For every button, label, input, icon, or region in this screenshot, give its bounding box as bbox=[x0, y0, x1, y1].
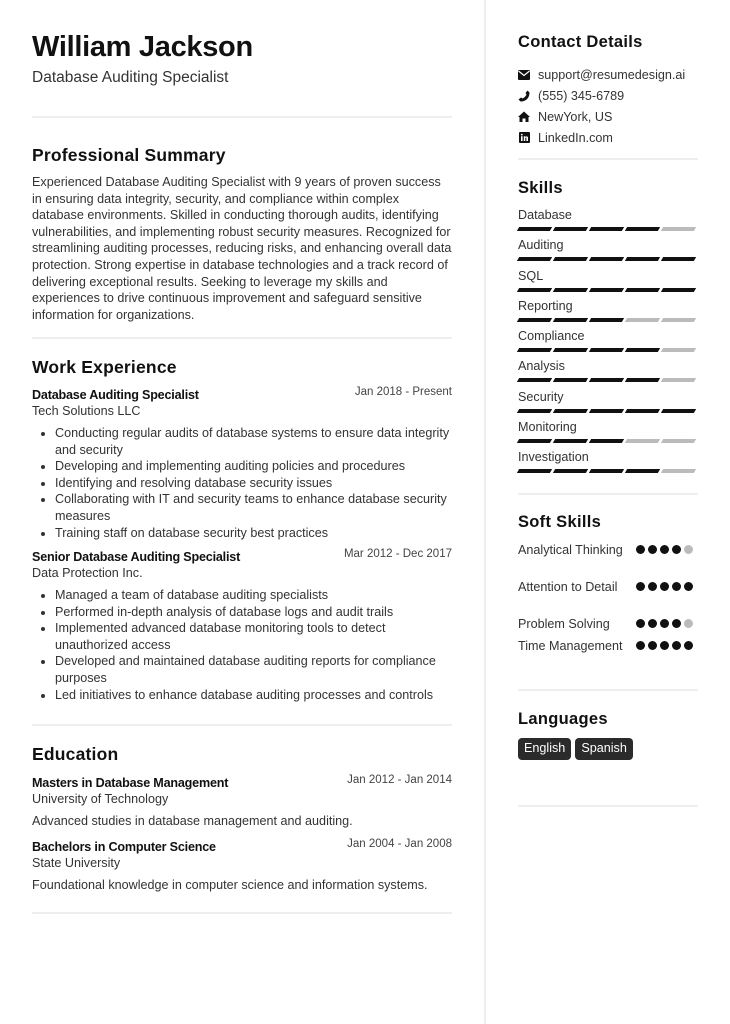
rating-segment-filled bbox=[517, 288, 552, 292]
rating-segment-filled bbox=[553, 409, 588, 413]
skills-list bbox=[518, 207, 698, 480]
summary-text: Experienced Database Auditing Specialist with 9 years of proven success in ensuring data integrity, security, and compliance within complex database environments. Skilled in conducting thorough audits, identifying vulnerabilities, and implementing robust security measures. Recognized for streamlining auditing processes, reducing risks, and enhancing overall data protection. Strong expertise in database technologies and a track record of delivering exceptional results. Seeking to leverage my skills and experiences to drive continuous improvement and safeguard sensitive information for organizations. bbox=[32, 175, 452, 322]
rating-segment-filled bbox=[589, 227, 624, 231]
soft-skill-name: Time Management bbox=[518, 639, 623, 653]
rating-dot-filled bbox=[684, 641, 693, 650]
skill-row bbox=[518, 449, 698, 479]
soft-skill-row bbox=[518, 579, 698, 616]
degree: Masters in Database Management bbox=[32, 776, 229, 790]
rating-segment-filled bbox=[517, 409, 552, 413]
skill-name: Reporting bbox=[518, 298, 573, 313]
contact-list bbox=[518, 64, 698, 148]
skill-name: Compliance bbox=[518, 329, 585, 344]
job-bullet: Managed a team of database auditing specialists bbox=[32, 587, 452, 604]
skill-name: Analysis bbox=[518, 359, 565, 374]
job-dates: Jan 2018 - Present bbox=[354, 386, 452, 398]
rating-dot-filled bbox=[648, 641, 657, 650]
education-description: Advanced studies in database management and auditing. bbox=[32, 814, 353, 828]
rating-dot-filled bbox=[672, 582, 681, 591]
divider bbox=[518, 805, 698, 807]
soft-skill-rating-dots bbox=[636, 542, 698, 579]
soft-skill-rating-dots bbox=[636, 579, 698, 616]
rating-segment-empty bbox=[625, 318, 660, 322]
rating-segment-filled bbox=[625, 469, 660, 473]
envelope-icon bbox=[518, 69, 530, 81]
skill-name: Investigation bbox=[518, 450, 589, 465]
contact-email bbox=[518, 64, 698, 85]
education-dates: Jan 2004 - Jan 2008 bbox=[347, 838, 452, 850]
skill-rating-bar bbox=[518, 288, 698, 292]
divider bbox=[518, 158, 698, 160]
rating-segment-filled bbox=[661, 288, 696, 292]
language-badge: Spanish bbox=[575, 738, 633, 760]
rating-dot-filled bbox=[672, 641, 681, 650]
contact-location-text: NewYork, US bbox=[538, 109, 613, 124]
skill-row bbox=[518, 298, 698, 328]
contact-linkedin-text[interactable]: LinkedIn.com bbox=[538, 130, 613, 145]
skill-row bbox=[518, 237, 698, 267]
rating-segment-filled bbox=[589, 469, 624, 473]
divider bbox=[518, 493, 698, 495]
contact-email-text[interactable]: support@resumedesign.ai bbox=[538, 67, 686, 82]
rating-segment-filled bbox=[517, 348, 552, 352]
rating-segment-filled bbox=[589, 257, 624, 261]
job-company: Data Protection Inc. bbox=[32, 566, 143, 580]
skill-rating-bar bbox=[518, 318, 698, 322]
rating-dot-filled bbox=[672, 619, 681, 628]
education-dates: Jan 2012 - Jan 2014 bbox=[347, 774, 452, 786]
rating-segment-empty bbox=[661, 469, 696, 473]
rating-segment-empty bbox=[661, 348, 696, 352]
rating-segment-filled bbox=[589, 348, 624, 352]
education-entry bbox=[32, 774, 452, 829]
skill-row bbox=[518, 207, 698, 237]
soft-skill-name: Analytical Thinking bbox=[518, 543, 623, 557]
rating-segment-filled bbox=[553, 257, 588, 261]
divider bbox=[32, 912, 452, 914]
skill-row bbox=[518, 389, 698, 419]
rating-dot-filled bbox=[648, 545, 657, 554]
rating-segment-filled bbox=[517, 469, 552, 473]
skill-rating-bar bbox=[518, 439, 698, 443]
rating-segment-filled bbox=[661, 257, 696, 261]
rating-segment-filled bbox=[517, 439, 552, 443]
job-role: Database Auditing Specialist bbox=[32, 388, 199, 402]
section-title-soft-skills: Soft Skills bbox=[518, 513, 602, 531]
job-bullet: Performed in-depth analysis of database logs and audit trails bbox=[32, 604, 452, 621]
rating-segment-filled bbox=[553, 378, 588, 382]
skill-rating-bar bbox=[518, 378, 698, 382]
rating-segment-filled bbox=[517, 257, 552, 261]
job-dates: Mar 2012 - Dec 2017 bbox=[343, 548, 452, 560]
rating-dot-empty bbox=[684, 619, 693, 628]
skill-row bbox=[518, 328, 698, 358]
job-bullets bbox=[32, 587, 452, 703]
rating-segment-filled bbox=[517, 378, 552, 382]
rating-segment-empty bbox=[661, 439, 696, 443]
job-bullet: Developing and implementing auditing policies and procedures bbox=[32, 458, 452, 475]
divider bbox=[32, 116, 452, 118]
rating-segment-filled bbox=[553, 288, 588, 292]
job-company: Tech Solutions LLC bbox=[32, 404, 141, 418]
rating-dot-filled bbox=[636, 582, 645, 591]
rating-segment-filled bbox=[661, 409, 696, 413]
contact-location bbox=[518, 106, 698, 127]
skill-name: SQL bbox=[518, 268, 544, 283]
skill-row bbox=[518, 268, 698, 298]
home-icon bbox=[518, 111, 530, 123]
job-bullet: Led initiatives to enhance database auditing processes and controls bbox=[32, 687, 452, 704]
rating-dot-filled bbox=[648, 582, 657, 591]
rating-dot-filled bbox=[648, 619, 657, 628]
rating-segment-filled bbox=[553, 439, 588, 443]
rating-dot-filled bbox=[636, 619, 645, 628]
soft-skill-name: Problem Solving bbox=[518, 617, 610, 631]
rating-segment-filled bbox=[589, 378, 624, 382]
divider bbox=[32, 724, 452, 726]
rating-segment-filled bbox=[625, 348, 660, 352]
rating-dot-filled bbox=[660, 641, 669, 650]
rating-dot-filled bbox=[636, 545, 645, 554]
section-title-experience: Work Experience bbox=[32, 357, 177, 377]
job-bullet: Training staff on database security best practices bbox=[32, 525, 452, 542]
rating-dot-filled bbox=[660, 545, 669, 554]
education-description: Foundational knowledge in computer science and information systems. bbox=[32, 878, 428, 892]
skill-rating-bar bbox=[518, 409, 698, 413]
school: State University bbox=[32, 856, 121, 870]
skill-name: Auditing bbox=[518, 238, 564, 253]
section-title-summary: Professional Summary bbox=[32, 145, 226, 165]
rating-segment-filled bbox=[625, 257, 660, 261]
job-entry bbox=[32, 548, 452, 703]
rating-segment-filled bbox=[589, 439, 624, 443]
section-title-languages: Languages bbox=[518, 710, 608, 728]
rating-dot-filled bbox=[672, 545, 681, 554]
rating-segment-filled bbox=[553, 227, 588, 231]
soft-skill-row bbox=[518, 616, 698, 638]
job-bullet: Identifying and resolving database security issues bbox=[32, 475, 452, 492]
soft-skill-row bbox=[518, 542, 698, 579]
contact-linkedin bbox=[518, 127, 698, 148]
skill-rating-bar bbox=[518, 469, 698, 473]
rating-dot-filled bbox=[660, 619, 669, 628]
job-role: Senior Database Auditing Specialist bbox=[32, 550, 241, 564]
rating-segment-empty bbox=[661, 318, 696, 322]
soft-skill-name: Attention to Detail bbox=[518, 580, 618, 594]
candidate-title: Database Auditing Specialist bbox=[32, 69, 229, 86]
skill-name: Monitoring bbox=[518, 420, 577, 435]
linkedin-icon bbox=[518, 132, 530, 144]
rating-segment-empty bbox=[661, 378, 696, 382]
job-entry bbox=[32, 386, 452, 541]
rating-segment-filled bbox=[517, 227, 552, 231]
rating-segment-filled bbox=[625, 288, 660, 292]
skill-rating-bar bbox=[518, 227, 698, 231]
skill-rating-bar bbox=[518, 348, 698, 352]
rating-dot-filled bbox=[636, 641, 645, 650]
rating-segment-filled bbox=[553, 348, 588, 352]
skill-rating-bar bbox=[518, 257, 698, 261]
contact-phone bbox=[518, 85, 698, 106]
education-entry bbox=[32, 838, 452, 893]
rating-segment-filled bbox=[553, 469, 588, 473]
rating-segment-filled bbox=[553, 318, 588, 322]
section-title-skills: Skills bbox=[518, 179, 563, 197]
soft-skills-list bbox=[518, 542, 698, 674]
divider bbox=[518, 689, 698, 691]
rating-segment-filled bbox=[625, 378, 660, 382]
languages-list bbox=[518, 738, 633, 760]
skill-name: Security bbox=[518, 389, 564, 404]
rating-segment-empty bbox=[661, 227, 696, 231]
job-bullet: Conducting regular audits of database systems to ensure data integrity and security bbox=[32, 425, 452, 458]
rating-dot-filled bbox=[660, 582, 669, 591]
skill-row bbox=[518, 358, 698, 388]
school: University of Technology bbox=[32, 792, 169, 806]
job-bullet: Collaborating with IT and security teams to enhance database security measures bbox=[32, 491, 452, 524]
rating-dot-empty bbox=[684, 545, 693, 554]
soft-skill-rating-dots bbox=[636, 616, 698, 638]
rating-segment-filled bbox=[517, 318, 552, 322]
contact-phone-text: (555) 345-6789 bbox=[538, 88, 625, 103]
rating-segment-empty bbox=[625, 439, 660, 443]
soft-skill-rating-dots bbox=[636, 638, 698, 674]
section-title-contact: Contact Details bbox=[518, 33, 643, 51]
skill-row bbox=[518, 419, 698, 449]
rating-segment-filled bbox=[589, 318, 624, 322]
section-title-education: Education bbox=[32, 744, 119, 764]
degree: Bachelors in Computer Science bbox=[32, 840, 216, 854]
job-bullets bbox=[32, 425, 452, 541]
rating-segment-filled bbox=[625, 409, 660, 413]
rating-dot-filled bbox=[684, 582, 693, 591]
rating-segment-filled bbox=[589, 288, 624, 292]
soft-skill-row bbox=[518, 638, 698, 674]
candidate-name: William Jackson bbox=[32, 31, 253, 63]
language-badge: English bbox=[518, 738, 571, 760]
phone-icon bbox=[518, 90, 530, 102]
job-bullet: Developed and maintained database auditing reports for compliance purposes bbox=[32, 653, 452, 686]
rating-segment-filled bbox=[589, 409, 624, 413]
skill-name: Database bbox=[518, 208, 572, 222]
rating-segment-filled bbox=[625, 227, 660, 231]
column-divider bbox=[484, 0, 486, 1024]
job-bullet: Implemented advanced database monitoring tools to detect unauthorized access bbox=[32, 620, 452, 653]
divider bbox=[32, 337, 452, 339]
